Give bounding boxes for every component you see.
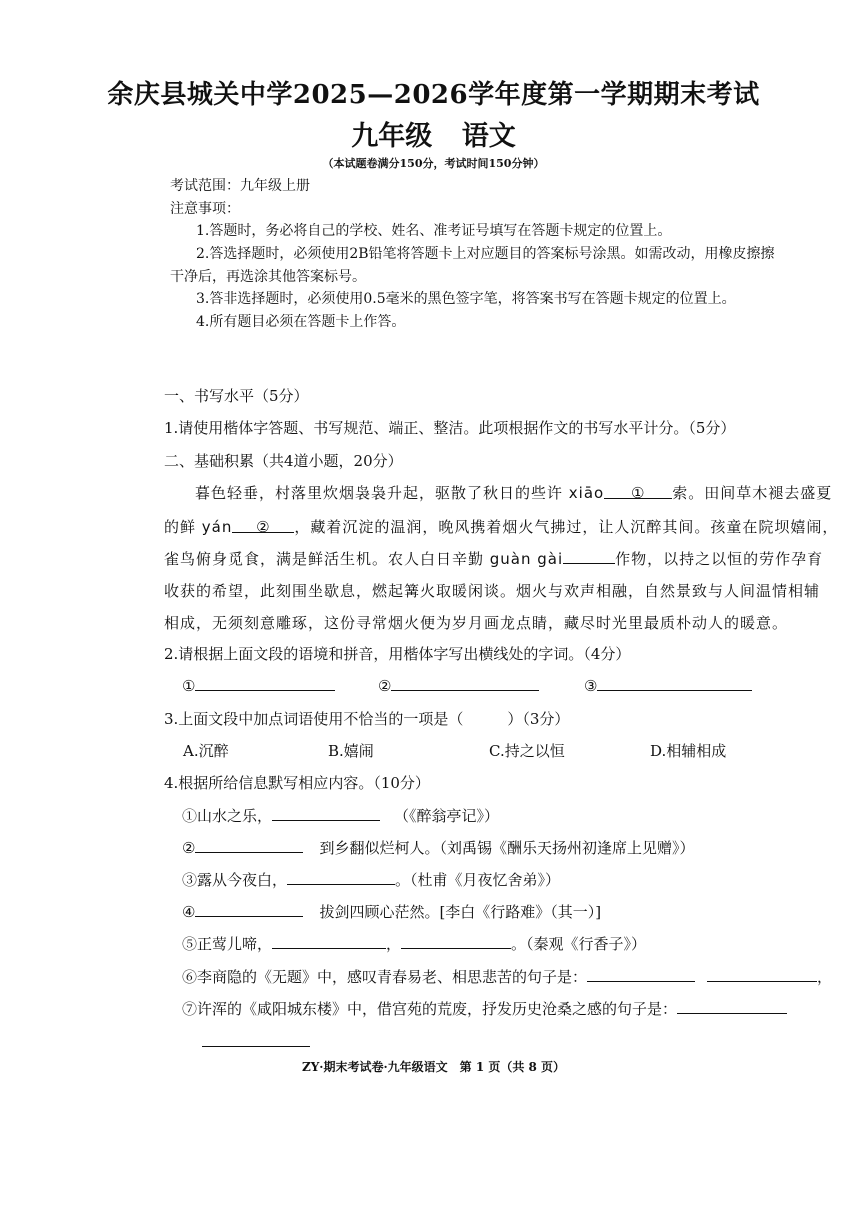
blank-marker: ② bbox=[256, 518, 271, 536]
q4-text: ⑤正莺儿啼， bbox=[182, 935, 273, 953]
passage-text: 索。田间草木褪去盛夏 bbox=[672, 484, 833, 502]
q4-text: ， bbox=[817, 968, 833, 986]
answer-blank-2 bbox=[232, 518, 294, 536]
question-2: 2.请根据上面文段的语境和拼音，用楷体字写出横线处的字词。（4分） bbox=[164, 645, 631, 663]
q4-blank-continued bbox=[202, 1032, 310, 1047]
q2-mark: ① bbox=[182, 677, 196, 695]
q4-blank bbox=[401, 934, 511, 949]
option-b: B.嬉闹 bbox=[328, 742, 374, 760]
q2-answer-3 bbox=[584, 676, 752, 695]
q2-blank-3 bbox=[597, 676, 752, 691]
q4-text: ② bbox=[182, 839, 196, 857]
q2-blank-1 bbox=[195, 676, 335, 691]
notice-title: 注意事项： bbox=[170, 201, 240, 217]
q4-blank bbox=[677, 999, 787, 1014]
question-4: 4.根据所给信息默写相应内容。（10分） bbox=[164, 774, 430, 792]
q4-source: 到乡翻似烂柯人。（刘禹锡《酬乐天扬州初逢席上见赠》） bbox=[319, 839, 695, 857]
passage-line-2 bbox=[164, 516, 838, 537]
q2-answer-2 bbox=[378, 676, 539, 695]
blank-marker: ① bbox=[630, 484, 646, 502]
passage-text: 作物，以持之以恒的劳作孕育 bbox=[615, 550, 824, 568]
notice-rule-4: 4.所有题目必须在答题卡上作答。 bbox=[196, 314, 406, 330]
exam-title: 余庆县城关中学2025—2026学年度第一学期期末考试 bbox=[107, 80, 760, 110]
passage-line-3 bbox=[164, 548, 823, 569]
notice-rule-1: 1.答题时，务必将自己的学校、姓名、准考证号填写在答题卡规定的位置上。 bbox=[196, 223, 672, 239]
exam-meta: （本试题卷满分150分，考试时间150分钟） bbox=[322, 157, 545, 170]
question-3-score: ）（3分） bbox=[507, 710, 570, 728]
q4-blank bbox=[272, 934, 386, 949]
option-c: C.持之以恒 bbox=[489, 742, 565, 760]
q2-blank-2 bbox=[391, 676, 539, 691]
q4-blank bbox=[707, 967, 817, 982]
notice-rule-2b: 干净后，再选涂其他答案标号。 bbox=[170, 269, 366, 285]
q4-blank bbox=[587, 967, 695, 982]
q4-blank bbox=[287, 870, 395, 885]
q4-blank bbox=[195, 902, 303, 917]
q4-text: ⑥李商隐的《无题》中，感叹青春易老、相思悲苦的句子是： bbox=[182, 968, 588, 986]
passage-line-5: 相成，无须刻意雕琢，这份寻常烟火便为岁月画龙点睛，藏尽时光里最质朴动人的暖意。 bbox=[164, 614, 789, 632]
q4-text: ①山水之乐， bbox=[182, 807, 273, 825]
notice-rule-3: 3.答非选择题时，必须使用0.5毫米的黑色签字笔，将答案书写在答题卡规定的位置上。 bbox=[196, 291, 736, 307]
q4-source: 。（杜甫《月夜忆舍弟》） bbox=[395, 871, 561, 889]
q4-text: ⑦许浑的《咸阳城东楼》中，借宫苑的荒废，抒发历史沧桑之感的句子是： bbox=[182, 1000, 678, 1018]
q4-text: ④ bbox=[182, 903, 196, 921]
passage-text: 雀鸟俯身觅食，满是鲜活生机。农人白日辛勤 guàn gài bbox=[164, 550, 564, 568]
answer-blank-1 bbox=[604, 484, 672, 502]
passage-text: 的鲜 yán bbox=[164, 518, 233, 536]
q2-mark: ② bbox=[378, 677, 392, 695]
q4-item-6 bbox=[182, 966, 832, 987]
q2-answer-1 bbox=[182, 676, 335, 695]
subject-label: 语文 bbox=[461, 121, 516, 152]
passage-text: 暮色轻垂，村落里炊烟袅袅升起，驱散了秋日的些许 xiāo bbox=[195, 484, 605, 502]
q4-blank bbox=[195, 838, 303, 853]
q4-item-3 bbox=[182, 869, 560, 890]
passage-text: ，藏着沉淀的温润，晚风携着烟火气拂过，让人沉醉其间。孩童在院坝嬉闹， bbox=[294, 518, 839, 536]
answer-blank-3 bbox=[563, 549, 615, 564]
section-2-heading: 二、基础积累（共4道小题，20分） bbox=[164, 452, 403, 470]
exam-scope: 考试范围：九年级上册 bbox=[170, 178, 310, 194]
q4-item-5 bbox=[182, 933, 646, 954]
q4-item-1 bbox=[182, 805, 499, 826]
page-footer: ZY·期末考试卷·九年级语文 第 1 页（共 8 页） bbox=[301, 1060, 566, 1074]
option-a: A.沉醉 bbox=[183, 742, 229, 760]
question-1: 1.请使用楷体字答题、书写规范、端正、整洁。此项根据作文的书写水平计分。（5分） bbox=[164, 419, 736, 437]
q4-item-7 bbox=[182, 998, 787, 1019]
question-3-text: 3.上面文段中加点词语使用不恰当的一项是（ bbox=[164, 710, 464, 728]
exam-subject bbox=[0, 114, 867, 153]
q4-item-4 bbox=[182, 901, 601, 922]
q2-mark: ③ bbox=[584, 677, 598, 695]
passage-line-4: 收获的希望，此刻围坐歇息，燃起篝火取暖闲谈。烟火与欢声相融，自然景致与人间温情相辅 bbox=[164, 582, 821, 600]
q4-item-2 bbox=[182, 837, 694, 858]
q4-source: 。（秦观《行香子》） bbox=[511, 935, 647, 953]
q4-source: （《醉翁亭记》） bbox=[394, 807, 500, 825]
section-1-heading: 一、书写水平（5分） bbox=[164, 387, 309, 405]
q4-text: ③露从今夜白， bbox=[182, 871, 288, 889]
question-3 bbox=[164, 708, 569, 729]
grade-label: 九年级 bbox=[351, 121, 433, 152]
q4-text: ， bbox=[386, 935, 402, 953]
q4-source: 拔剑四顾心茫然。[李白《行路难》（其一）] bbox=[319, 903, 602, 921]
option-d: D.相辅相成 bbox=[650, 742, 727, 760]
notice-rule-2a: 2.答选择题时，必须使用2B铅笔将答题卡上对应题目的答案标号涂黑。如需改动，用橡皮擦擦 bbox=[196, 246, 775, 262]
q4-blank bbox=[272, 806, 380, 821]
passage-line-1 bbox=[195, 482, 832, 503]
